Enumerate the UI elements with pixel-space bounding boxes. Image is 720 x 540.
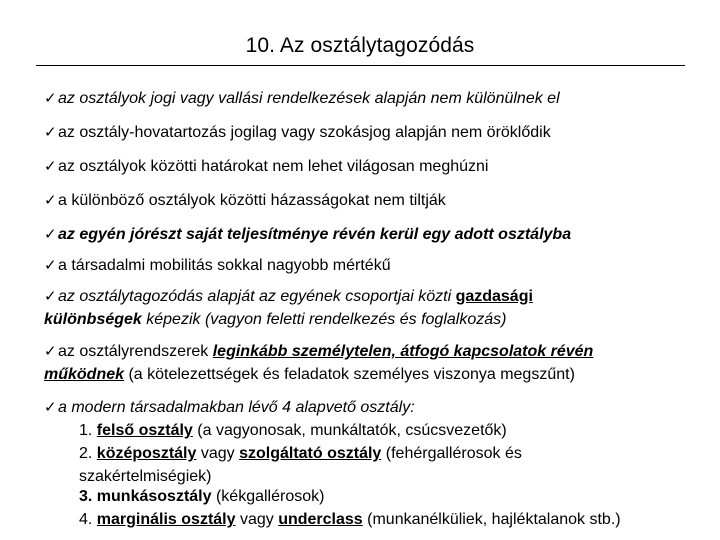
check-icon: ✓	[44, 90, 57, 107]
title-divider	[36, 65, 685, 66]
class-item	[79, 419, 507, 442]
list-item	[44, 223, 571, 246]
list-item	[44, 285, 533, 331]
class-number: 3.	[79, 488, 97, 505]
class-name: munkásosztály	[96, 488, 212, 505]
list-item	[44, 121, 551, 144]
class-description: (kékgallérosok)	[211, 488, 325, 505]
list-item	[44, 254, 391, 277]
list-item	[44, 155, 488, 178]
class-name: underclass	[278, 511, 363, 528]
class-connector: vagy	[235, 511, 279, 528]
list-item	[44, 189, 446, 212]
list-item-text: az osztályok közötti határokat nem lehet világosan meghúzni	[58, 158, 489, 175]
list-item	[44, 340, 593, 386]
class-name: szolgáltató osztály	[239, 445, 382, 462]
class-item	[79, 485, 324, 508]
class-name: középosztály	[96, 445, 197, 462]
class-item	[79, 442, 522, 488]
class-item	[79, 508, 621, 531]
class-description: (munkanélküliek, hajléktalanok stb.)	[362, 511, 621, 528]
emphasis-text: különbségek	[44, 311, 142, 328]
page-title: 10. Az osztálytagozódás	[245, 34, 475, 57]
list-item-text: a modern társadalmakban lévő 4 alapvető osztály:	[58, 399, 415, 416]
check-icon: ✓	[44, 288, 57, 305]
check-icon: ✓	[44, 257, 57, 274]
class-number: 4.	[79, 511, 97, 528]
list-item-text: (a kötelezettségek és feladatok személyes viszonya megszűnt)	[124, 366, 575, 383]
class-connector: vagy	[196, 445, 240, 462]
class-number: 2.	[79, 445, 97, 462]
list-item-text: képezik (vagyon feletti rendelkezés és foglalkozás)	[141, 311, 507, 328]
list-item-text: az osztályrendszerek	[58, 343, 213, 360]
class-description: (a vagyonosak, munkáltatók, csúcsvezetők)	[192, 422, 507, 439]
check-icon: ✓	[44, 124, 57, 141]
class-description: (fehérgallérosok és	[381, 445, 522, 462]
list-item	[44, 396, 415, 419]
check-icon: ✓	[44, 343, 57, 360]
list-item-text: az egyén jórészt saját teljesítménye révén kerül egy adott osztályba	[58, 226, 572, 243]
check-icon: ✓	[44, 226, 57, 243]
emphasis-text: gazdasági	[455, 288, 533, 305]
list-item-text: az osztályok jogi vagy vallási rendelkezések alapján nem különülnek el	[58, 90, 560, 107]
list-item-text: a különböző osztályok közötti házasságokat nem tiltják	[58, 192, 446, 209]
emphasis-text: működnek	[44, 366, 125, 383]
emphasis-text: leginkább személytelen, átfogó kapcsolatok révén	[212, 343, 594, 360]
list-item-text: az osztály-hovatartozás jogilag vagy szokásjog alapján nem öröklődik	[58, 124, 551, 141]
list-item-text: az osztálytagozódás alapját az egyének csoportjai közti	[58, 288, 456, 305]
check-icon: ✓	[44, 158, 57, 175]
class-name: marginális osztály	[96, 511, 236, 528]
list-item-text: a társadalmi mobilitás sokkal nagyobb mértékű	[58, 257, 391, 274]
check-icon: ✓	[44, 399, 57, 416]
class-description: szakértelmiségiek)	[79, 468, 212, 485]
list-item	[44, 87, 560, 110]
class-number: 1.	[79, 422, 97, 439]
class-name: felső osztály	[96, 422, 193, 439]
check-icon: ✓	[44, 192, 57, 209]
